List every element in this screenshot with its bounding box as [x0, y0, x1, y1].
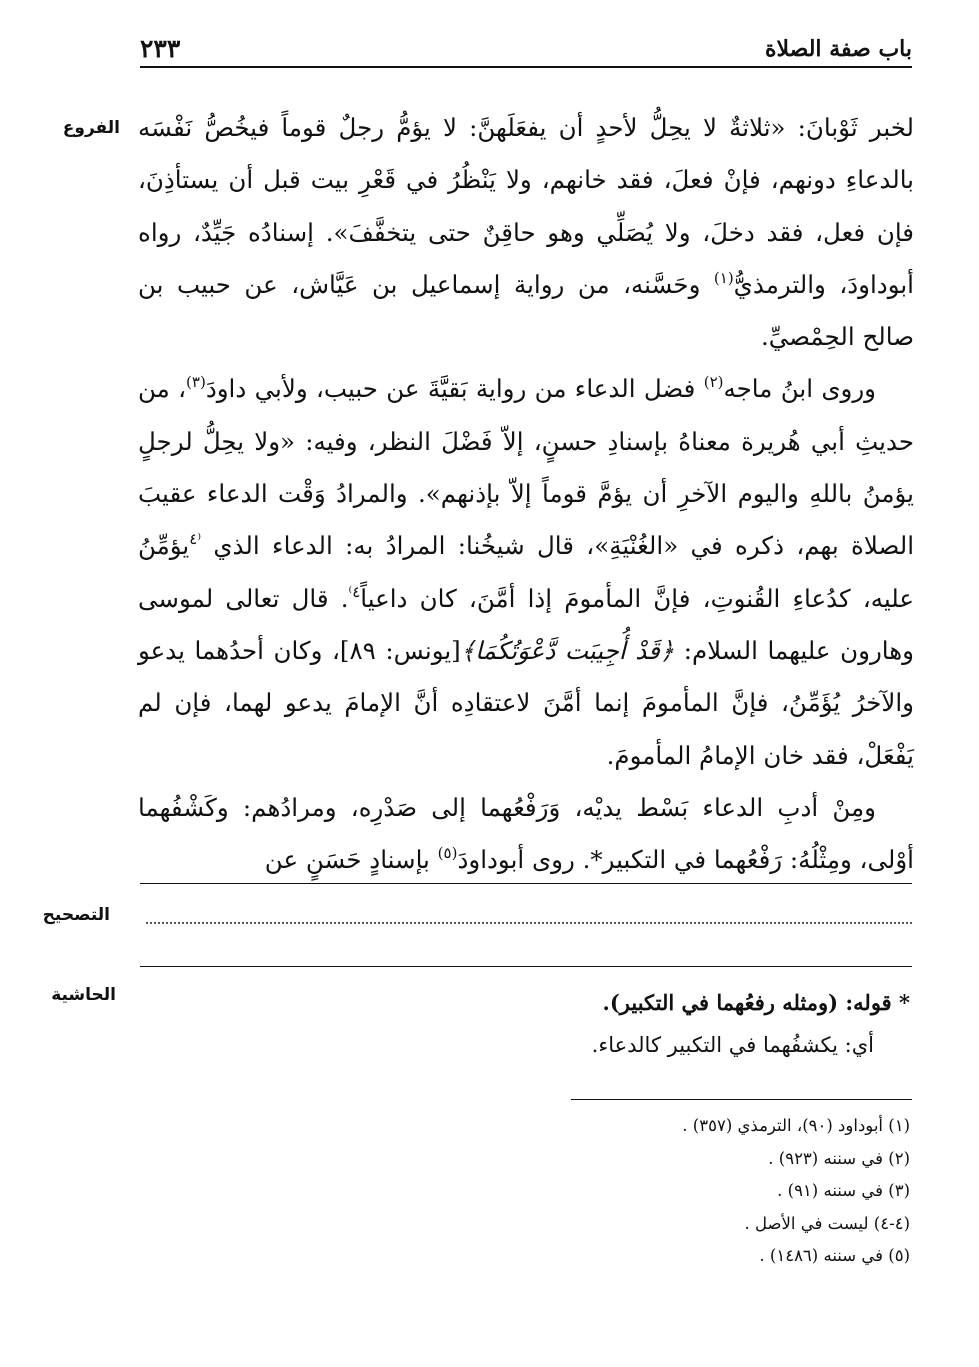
footnote-ref-4-close[interactable]: ٤⁾	[348, 582, 361, 601]
tashih-dotted-line	[146, 922, 912, 924]
p3-a: ومِنْ أدبِ الدعاء بَسْط يديْه، وَرَفْعُهما إلى صَدْرِه، ومرادُهم: وكَشْفُهما أوْلى، ومِثْلُهُ: رَفْعُهما في التكبير*. روى أبوداودَ	[138, 792, 914, 875]
footnote-ref-3[interactable]: (٣)	[186, 373, 206, 392]
footnote-item: (٥) في سننه (١٤٨٦) .	[759, 1246, 910, 1265]
page-header	[140, 32, 912, 68]
p2-c: ، من حديثِ أبي هُريرة معناهُ بإسنادِ حسنٍ، إلاّ فَضْلَ النظر، وفيه: «ولا يحِلُّ لرجلٍ يؤمنُ باللهِ واليوم الآخرِ أن يؤمَّ قوماً إلاّ بإذنهم». والمرادُ وَقْت الدعاء عقيبَ الصلاة بهم، ذكره في «الغُنْيَةِ»، قال شيخُنا: المرادُ به: الدعاء الذي	[138, 374, 914, 561]
p1-line2: بالدعاءِ دونهم، فإنْ فعلَ، فقد خانهم، ولا يَنْظُرُ في قَعْرِ بيت قبل أن	[228, 165, 914, 195]
p1-line1: لخبر ثَوْبانَ: «ثلاثةٌ لا يحِلُّ لأحدٍ أن يفعَلَهنَّ: لا يؤمُّ رجلٌ قوماً فيخُصُّ نَفْسَه	[138, 113, 914, 142]
footnote-item: (١) أبوداود (٩٠)، الترمذي (٣٥٧) .	[682, 1116, 910, 1135]
p1-line4-a: جَيِّدٌ، رواه أبوداودَ، والترمذيُّ	[138, 217, 914, 299]
footnote-ref-2[interactable]: (٢)	[703, 373, 724, 392]
footnote-ref-4-open[interactable]: ⁽٤	[189, 530, 201, 549]
page-number: ٢٣٣	[140, 34, 181, 63]
side-label-hashiya: الحاشية	[51, 985, 116, 1005]
p3-b: بإسنادٍ حَسَنٍ عن	[264, 845, 438, 875]
p2-b: فضل الدعاء من رواية بَقيَّةَ عن حبيب، ولأبي داودَ	[205, 374, 704, 404]
running-title: باب صفة الصلاة	[764, 36, 912, 62]
main-text	[138, 102, 914, 886]
footnote-ref-1[interactable]: (١)	[713, 268, 734, 287]
hashiya-text	[140, 990, 912, 1057]
side-label-tashih: التصحيح	[42, 905, 110, 925]
side-label-furu: الفروع	[62, 118, 120, 138]
p2-d: يؤمِّنُ عليه، كدُعاءِ القُنوتِ، فإنَّ المأمومَ إذا أمَّنَ، كان داعياً	[138, 531, 914, 613]
quran-verse: ﴿قَدْ أُجِيبَت دَّعْوَتُكُمَا﴾	[460, 635, 675, 665]
paragraph-1	[138, 102, 914, 363]
footnote-divider	[571, 1099, 912, 1100]
hashiya-line-2: أي: يكشفُهما في التكبير كالدعاء.	[591, 1033, 874, 1057]
p2-e: . قال تعالى لموسى وهارون عليهما السلام:	[138, 583, 914, 665]
p1-line4-b: وحَسَّنه، من رواية إسماعيل بن عَيَّاش،	[291, 269, 714, 299]
p2-a: وروى ابنُ ماجه	[723, 374, 877, 404]
paragraph-3	[138, 782, 914, 887]
footnote-ref-5[interactable]: (٥)	[437, 844, 458, 863]
footnote-item: (٢) في سننه (٩٢٣) .	[768, 1148, 910, 1168]
paragraph-2	[138, 363, 914, 781]
p2-f: [يونس: ٨٩]، وكان أحدُهما يدعو والآخرُ يُؤَمِّنُ، فإنَّ المأمومَ إنما أمَّنَ لاعتقادِه أنَّ الإمامَ يدعو لهما، فإن لم يَفْعَلْ، فقد خان الإمامُ المأمومَ.	[138, 635, 914, 770]
hashiya-line-1: * قوله: (ومثله رفعُهما في التكبير).	[602, 990, 910, 1015]
p1-line3: يستأذِنَ، فإن فعل، فقد دخلَ، ولا يُصَلِّي وهو حاقِنٌ حتى يتخفَّفَ». إسنادُه	[138, 165, 914, 247]
divider-main	[140, 883, 912, 884]
divider-tashih	[140, 966, 912, 967]
footnote-item: (٣) في سننه (٩١) .	[777, 1181, 910, 1200]
footnotes	[300, 1110, 910, 1273]
footnote-item: (٤-٤) ليست في الأصل .	[744, 1213, 910, 1233]
p1-line5: عن حبيب بن صالح الحِمْصيِّ.	[138, 269, 914, 352]
